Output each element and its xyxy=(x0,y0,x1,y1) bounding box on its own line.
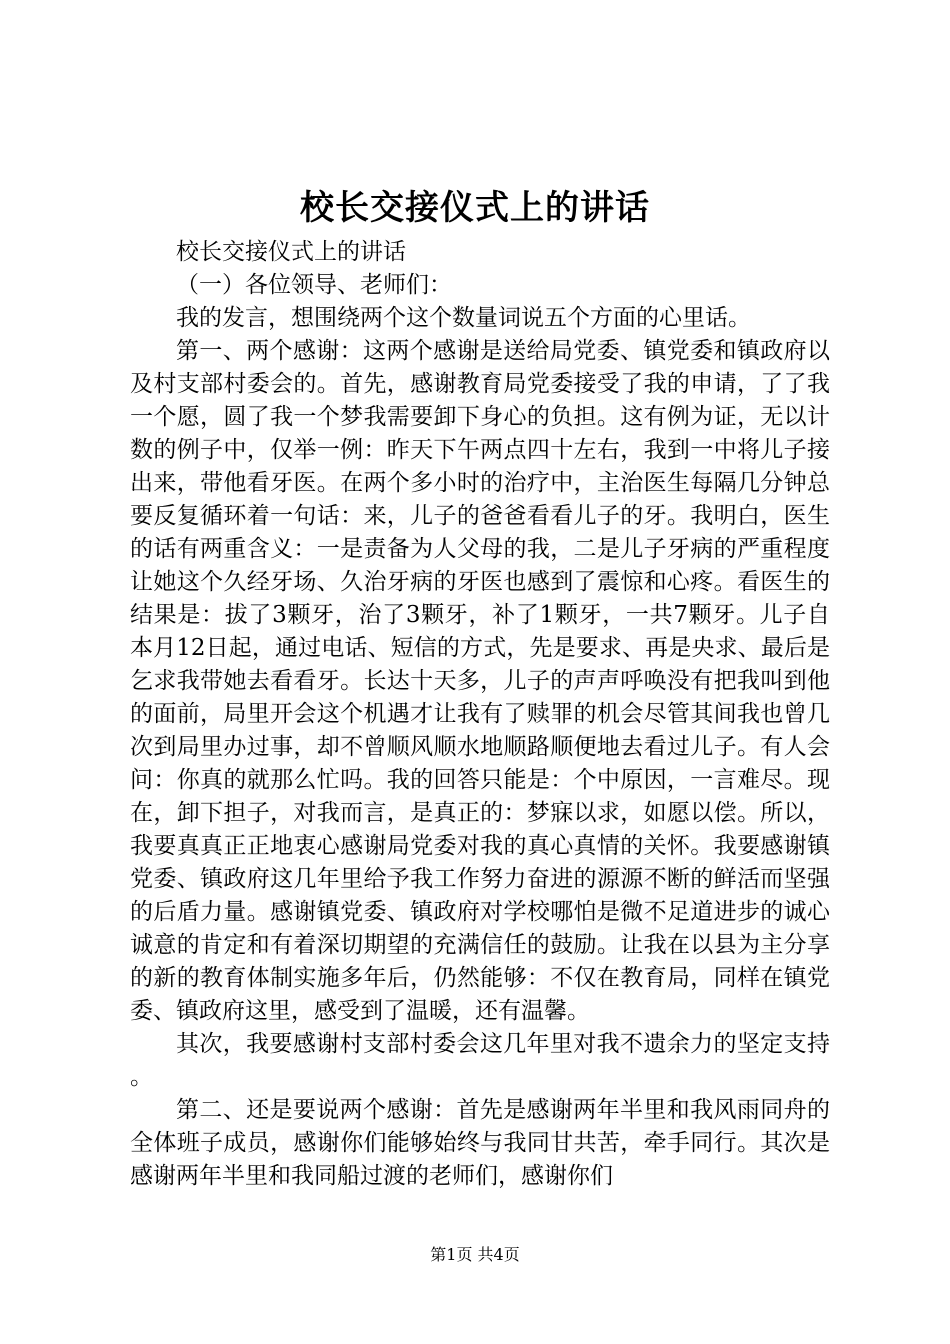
document-body xyxy=(130,236,830,1193)
page-number: 第1页 共4页 xyxy=(430,1245,520,1264)
document-title: 校长交接仪式上的讲话 xyxy=(300,188,650,228)
paragraph-second-thanks: 其次，我要感谢村支部村委会这几年里对我不遗余力的坚定支持。 xyxy=(130,1031,830,1090)
paragraph-heading: 校长交接仪式上的讲话 xyxy=(176,239,406,265)
paragraph-section-two: 第二、还是要说两个感谢：首先是感谢两年半里和我风雨同舟的全体班子成员，感谢你们能够始终与我同甘共苦，牵手同行。其次是感谢两年半里和我同船过渡的老师们，感谢你们 xyxy=(130,1097,830,1189)
paragraph-intro: 我的发言，想围绕两个这个数量词说五个方面的心里话。 xyxy=(176,305,751,331)
paragraph-first-thanks: 第一、两个感谢：这两个感谢是送给局党委、镇党委和镇政府以及村支部村委会的。首先，感谢教育局党委接受了我的申请，了了我一个愿，圆了我一个梦我需要卸下身心的负担。这有例为证，无以计数的例子中，仅举一例：昨天下午两点四十左右，我到一中将儿子接出来，带他看牙医。在两个多小时的治疗中，主治医生每隔几分钟总要反复循环着一句话：来，儿子的爸爸看看儿子的牙。我明白，医生的话有两重含义：一是责备为人父母的我，二是儿子牙病的严重程度让她这个久经牙场、久治牙病的牙医也感到了震惊和心疼。看医生的结果是：拔了3颗牙，治了3颗牙，补了1颗牙，一共7颗牙。儿子自本月12日起，通过电话、短信的方式，先是要求、再是央求、最后是乞求我带她去看看牙。长达十天多，儿子的声声呼唤没有把我叫到他的面前，局里开会这个机遇才让我有了赎罪的机会尽管其间我也曾几次到局里办过事，却不曾顺风顺水地顺路顺便地去看过儿子。有人会问：你真的就那么忙吗。我的回答只能是：个中原因，一言难尽。现在，卸下担子，对我而言，是真正的：梦寐以求，如愿以偿。所以，我要真真正正地衷心感谢局党委对我的真心真情的关怀。我要感谢镇党委、镇政府这几年里给予我工作努力奋进的源源不断的鲜活而坚强的后盾力量。感谢镇党委、镇政府对学校哪怕是微不足道进步的诚心诚意的肯定和有着深切期望的充满信任的鼓励。让我在以县为主分享的新的教育体制实施多年后，仍然能够：不仅在教育局，同样在镇党委、镇政府这里，感受到了温暖，还有温馨。 xyxy=(130,338,830,1024)
paragraph-salutation: （一）各位领导、老师们： xyxy=(176,272,452,298)
